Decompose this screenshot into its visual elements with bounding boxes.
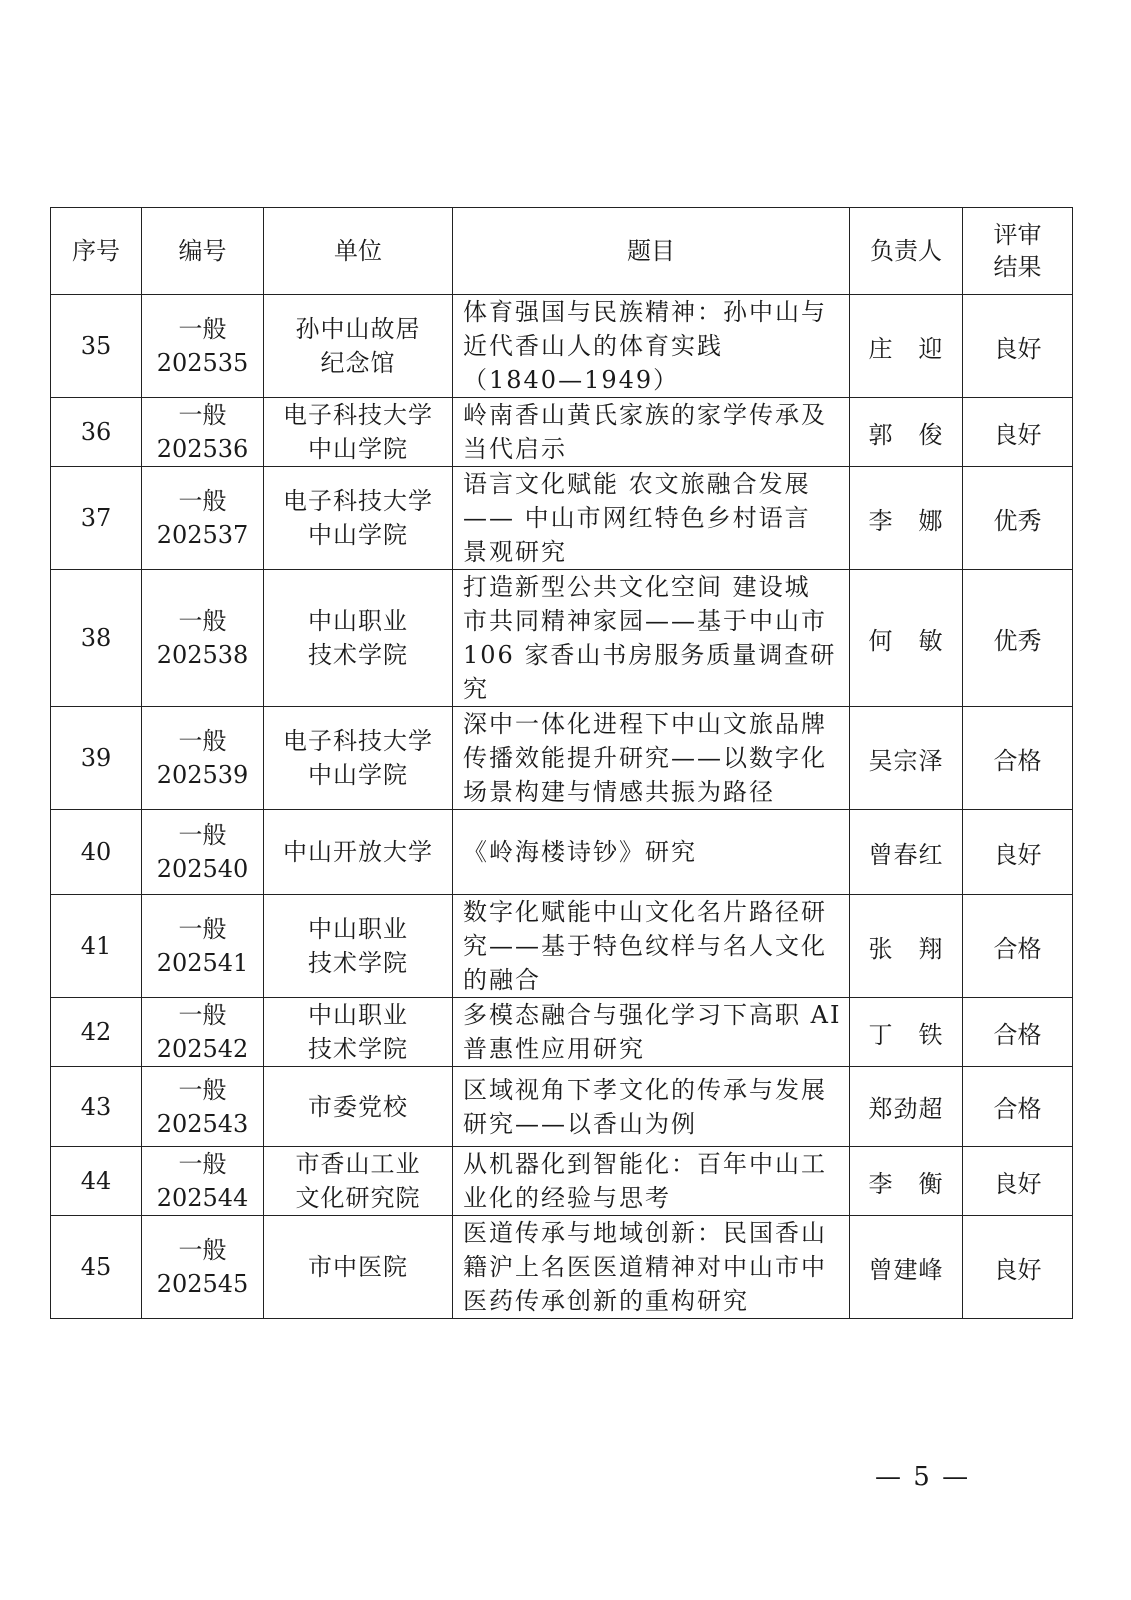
code-number: 202538 — [156, 641, 249, 669]
cell-person: 李 衡 — [850, 1147, 963, 1216]
cell-code — [142, 810, 264, 895]
title-line: 106 家香山书房服务质量调查研 — [463, 641, 837, 669]
cell-title — [453, 295, 850, 398]
unit-line: 技术学院 — [308, 1035, 408, 1063]
cell-title — [453, 467, 850, 570]
title-line: 医药传承创新的重构研究 — [463, 1287, 749, 1315]
cell-title — [453, 1216, 850, 1319]
title-line: 普惠性应用研究 — [463, 1035, 645, 1063]
unit-line: 市香山工业 — [295, 1150, 421, 1178]
code-number: 202535 — [156, 349, 249, 377]
cell-result: 良好 — [963, 398, 1073, 467]
table-row — [51, 295, 1073, 398]
cell-result: 优秀 — [963, 570, 1073, 707]
cell-result: 良好 — [963, 295, 1073, 398]
table-row — [51, 398, 1073, 467]
code-number: 202536 — [156, 435, 249, 463]
cell-result: 良好 — [963, 810, 1073, 895]
header-title: 题目 — [453, 208, 850, 295]
cell-person: 郭 俊 — [850, 398, 963, 467]
header-index: 序号 — [51, 208, 142, 295]
unit-line: 电子科技大学 — [283, 401, 433, 429]
cell-title — [453, 895, 850, 998]
code-category: 一般 — [178, 1001, 227, 1029]
cell-code — [142, 895, 264, 998]
cell-unit — [264, 398, 453, 467]
table-header-row — [51, 208, 1073, 295]
table-row — [51, 998, 1073, 1067]
title-line: 市共同精神家园——基于中山市 — [463, 607, 827, 635]
cell-person: 何 敏 — [850, 570, 963, 707]
unit-line: 中山学院 — [308, 761, 408, 789]
code-number: 202540 — [156, 855, 249, 883]
table-row — [51, 1216, 1073, 1319]
unit-line: 中山开放大学 — [283, 838, 433, 866]
cell-title — [453, 1067, 850, 1147]
title-line: 传播效能提升研究——以数字化 — [463, 744, 827, 772]
title-line: 从机器化到智能化：百年中山工 — [463, 1150, 827, 1178]
cell-index: 36 — [51, 398, 142, 467]
unit-line: 电子科技大学 — [283, 487, 433, 515]
cell-index: 42 — [51, 998, 142, 1067]
table-row — [51, 467, 1073, 570]
code-number: 202542 — [156, 1035, 249, 1063]
table-row — [51, 570, 1073, 707]
cell-unit — [264, 1067, 453, 1147]
cell-title — [453, 998, 850, 1067]
cell-person: 丁 铁 — [850, 998, 963, 1067]
title-line: 究——基于特色纹样与名人文化 — [463, 932, 827, 960]
code-number: 202537 — [156, 521, 249, 549]
cell-person: 吴宗泽 — [850, 707, 963, 810]
code-category: 一般 — [178, 1075, 227, 1104]
title-line: 打造新型公共文化空间 建设城 — [463, 573, 811, 601]
cell-index: 43 — [51, 1067, 142, 1147]
cell-result: 良好 — [963, 1216, 1073, 1319]
unit-line: 中山职业 — [308, 1001, 408, 1029]
code-number: 202541 — [156, 949, 249, 977]
cell-unit — [264, 1147, 453, 1216]
cell-code — [142, 707, 264, 810]
cell-unit — [264, 467, 453, 570]
code-number: 202544 — [156, 1184, 249, 1212]
cell-result: 合格 — [963, 998, 1073, 1067]
unit-line: 市中医院 — [308, 1253, 408, 1281]
cell-unit — [264, 1216, 453, 1319]
title-line: 近代香山人的体育实践 — [463, 332, 723, 360]
code-number: 202543 — [156, 1109, 249, 1138]
table-row — [51, 810, 1073, 895]
title-line: 数字化赋能中山文化名片路径研 — [463, 898, 827, 926]
table-row — [51, 1067, 1073, 1147]
cell-unit — [264, 295, 453, 398]
cell-index: 37 — [51, 467, 142, 570]
cell-result: 合格 — [963, 707, 1073, 810]
cell-result: 合格 — [963, 895, 1073, 998]
cell-index: 41 — [51, 895, 142, 998]
title-line: 深中一体化进程下中山文旅品牌 — [463, 710, 827, 738]
code-category: 一般 — [178, 1236, 227, 1264]
cell-index: 45 — [51, 1216, 142, 1319]
table-row — [51, 895, 1073, 998]
cell-person: 张 翔 — [850, 895, 963, 998]
title-line: 体育强国与民族精神：孙中山与 — [463, 298, 827, 326]
cell-index: 40 — [51, 810, 142, 895]
cell-code — [142, 1067, 264, 1147]
table-row — [51, 1147, 1073, 1216]
title-line: 语言文化赋能 农文旅融合发展 — [463, 470, 811, 498]
title-line: 多模态融合与强化学习下高职 AI — [463, 1001, 842, 1029]
cell-title — [453, 570, 850, 707]
title-line: 医道传承与地域创新：民国香山 — [463, 1219, 827, 1247]
cell-title — [453, 398, 850, 467]
cell-person: 庄 迎 — [850, 295, 963, 398]
code-number: 202545 — [156, 1270, 249, 1298]
cell-code — [142, 295, 264, 398]
header-result-line2: 结果 — [993, 253, 1042, 281]
cell-code — [142, 998, 264, 1067]
unit-line: 文化研究院 — [295, 1184, 421, 1212]
title-line: 场景构建与情感共振为路径 — [463, 778, 775, 806]
title-line: 景观研究 — [463, 538, 567, 566]
code-category: 一般 — [178, 821, 227, 849]
code-category: 一般 — [178, 607, 227, 635]
table-body — [51, 295, 1073, 1319]
header-code: 编号 — [142, 208, 264, 295]
title-line: 研究——以香山为例 — [463, 1109, 697, 1138]
code-category: 一般 — [178, 915, 227, 943]
page-number: — 5 — — [875, 1462, 971, 1492]
cell-unit — [264, 998, 453, 1067]
cell-index: 44 — [51, 1147, 142, 1216]
unit-line: 孙中山故居 — [295, 315, 421, 343]
cell-title — [453, 810, 850, 895]
cell-person: 曾建峰 — [850, 1216, 963, 1319]
cell-title — [453, 707, 850, 810]
code-category: 一般 — [178, 1150, 227, 1178]
title-line: （1840—1949） — [463, 366, 680, 394]
unit-line: 中山职业 — [308, 915, 408, 943]
title-line: —— 中山市网红特色乡村语言 — [463, 504, 811, 532]
cell-unit — [264, 895, 453, 998]
cell-unit — [264, 810, 453, 895]
title-line: 籍沪上名医医道精神对中山市中 — [463, 1253, 827, 1281]
title-line: 《岭海楼诗钞》研究 — [463, 838, 697, 866]
cell-code — [142, 1216, 264, 1319]
cell-code — [142, 467, 264, 570]
unit-line: 技术学院 — [308, 949, 408, 977]
unit-line: 中山职业 — [308, 607, 408, 635]
cell-result: 优秀 — [963, 467, 1073, 570]
title-line: 究 — [463, 675, 489, 703]
code-category: 一般 — [178, 487, 227, 515]
cell-unit — [264, 570, 453, 707]
code-category: 一般 — [178, 401, 227, 429]
code-category: 一般 — [178, 727, 227, 755]
cell-index: 39 — [51, 707, 142, 810]
unit-line: 中山学院 — [308, 435, 408, 463]
cell-index: 35 — [51, 295, 142, 398]
cell-index: 38 — [51, 570, 142, 707]
unit-line: 市委党校 — [308, 1092, 408, 1121]
unit-line: 技术学院 — [308, 641, 408, 669]
cell-code — [142, 1147, 264, 1216]
title-line: 岭南香山黄氏家族的家学传承及 — [463, 401, 827, 429]
header-unit: 单位 — [264, 208, 453, 295]
title-line: 区域视角下孝文化的传承与发展 — [463, 1075, 827, 1104]
title-line: 当代启示 — [463, 435, 567, 463]
review-results-table — [50, 207, 1073, 1319]
cell-person: 曾春红 — [850, 810, 963, 895]
cell-person: 李 娜 — [850, 467, 963, 570]
cell-code — [142, 398, 264, 467]
unit-line: 中山学院 — [308, 521, 408, 549]
cell-result: 良好 — [963, 1147, 1073, 1216]
cell-unit — [264, 707, 453, 810]
unit-line: 纪念馆 — [320, 349, 396, 377]
header-result-line1: 评审 — [993, 221, 1042, 249]
header-result — [963, 208, 1073, 295]
unit-line: 电子科技大学 — [283, 727, 433, 755]
cell-person: 郑劲超 — [850, 1067, 963, 1147]
cell-title — [453, 1147, 850, 1216]
code-number: 202539 — [156, 761, 249, 789]
code-category: 一般 — [178, 315, 227, 343]
header-person: 负责人 — [850, 208, 963, 295]
title-line: 业化的经验与思考 — [463, 1184, 671, 1212]
table-row — [51, 707, 1073, 810]
cell-result: 合格 — [963, 1067, 1073, 1147]
cell-code — [142, 570, 264, 707]
title-line: 的融合 — [463, 966, 541, 994]
